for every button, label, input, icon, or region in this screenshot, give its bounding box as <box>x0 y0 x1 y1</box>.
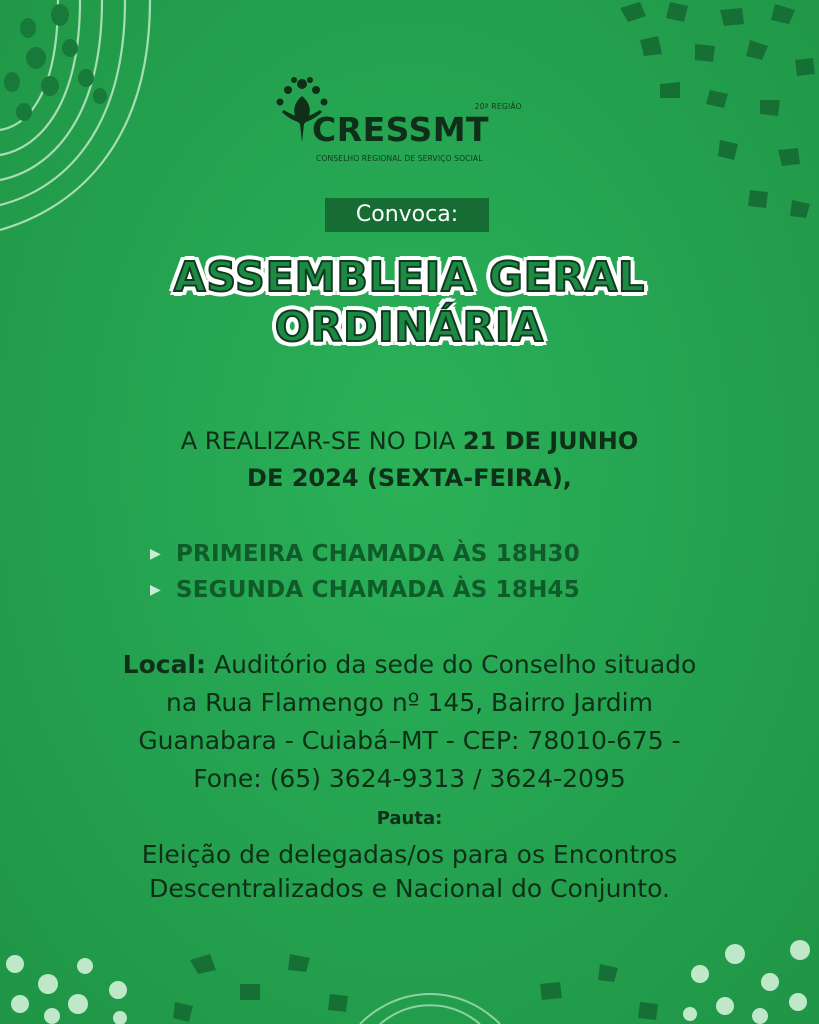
triangle-right-icon: ▶ <box>150 582 161 598</box>
date-bold-1: 21 DE JUNHO <box>462 427 639 455</box>
call-first: PRIMEIRA CHAMADA ÀS 18H30 <box>176 541 580 567</box>
date-prefix: A REALIZAR-SE NO DIA <box>180 427 463 455</box>
call-second: SEGUNDA CHAMADA ÀS 18H45 <box>176 577 580 603</box>
decor-topright-leaves <box>600 0 819 230</box>
logo-name: CRESSMT <box>312 110 490 149</box>
local-line-4: Fone: (65) 3624-9313 / 3624-2095 <box>193 764 626 793</box>
pauta-line-2: Descentralizados e Nacional do Conjunto. <box>149 874 670 903</box>
decor-topleft-lines <box>0 0 170 260</box>
logo-region: 20ª REGIÃO <box>474 102 522 111</box>
pauta-label: Pauta: <box>376 808 443 829</box>
pauta-line-1: Eleição de delegadas/os para os Encontros <box>141 840 678 869</box>
local-text-1: Auditório da sede do Conselho situado <box>206 650 697 679</box>
decor-bottom <box>0 924 819 1024</box>
convoca-label: Convoca: <box>325 198 489 232</box>
triangle-right-icon: ▶ <box>150 546 161 562</box>
title-line-1: ASSEMBLEIA GERAL <box>173 253 646 301</box>
date-line-1 <box>0 423 819 459</box>
local-line-2: na Rua Flamengo nº 145, Bairro Jardim <box>166 688 653 717</box>
local-label: Local: <box>122 650 207 679</box>
cressmt-logo <box>272 74 522 166</box>
list-item <box>150 536 580 572</box>
pauta-block <box>0 838 819 906</box>
logo-subtitle: CONSELHO REGIONAL DE SERVIÇO SOCIAL <box>316 154 483 163</box>
calls-list <box>150 536 580 608</box>
local-line-3: Guanabara - Cuiabá–MT - CEP: 78010-675 - <box>138 726 681 755</box>
date-bold-2: DE 2024 (SEXTA-FEIRA), <box>247 464 572 492</box>
title-line-2: ORDINÁRIA <box>274 303 545 351</box>
local-block <box>0 646 819 798</box>
local-line-1 <box>0 646 819 684</box>
date-line-2 <box>0 460 819 496</box>
list-item <box>150 572 580 608</box>
